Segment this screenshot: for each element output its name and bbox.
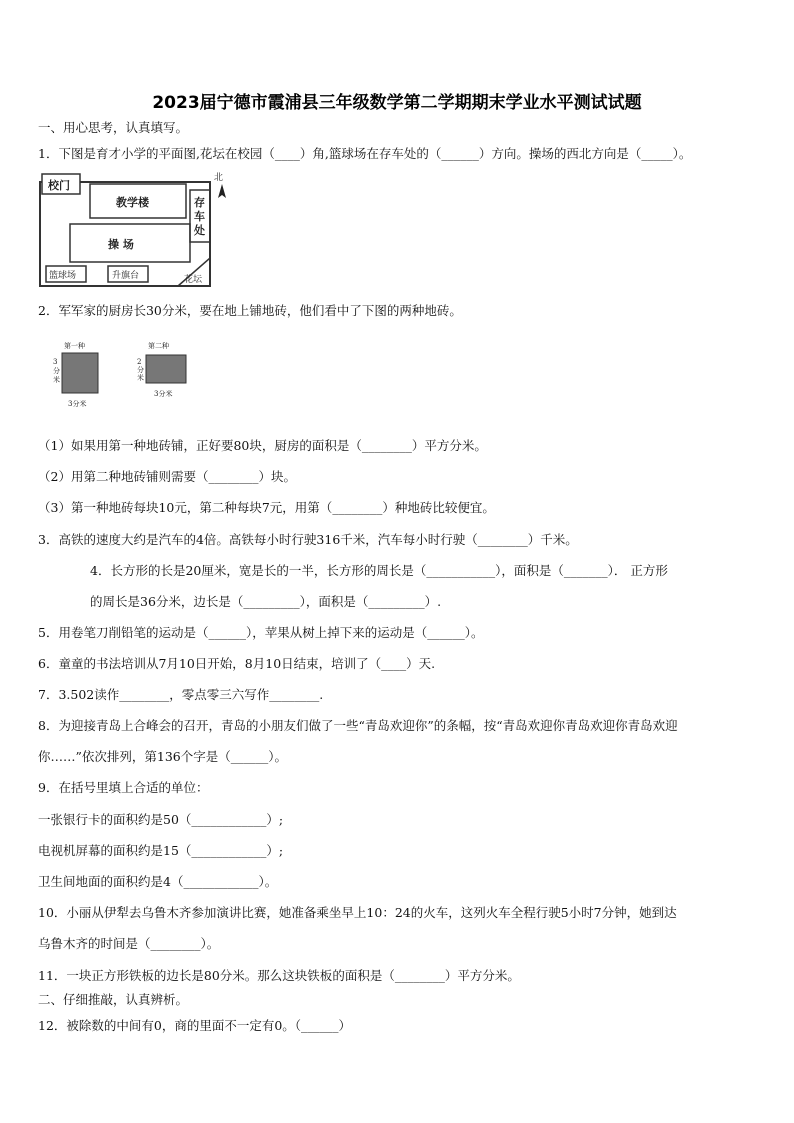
map-gate-label: 校门 — [48, 179, 70, 192]
map-bike-parking-char-2: 车 — [194, 210, 205, 223]
tile2-label: 第二种 — [148, 342, 169, 350]
question-5: 5．用卷笔刀削铅笔的运动是（______），苹果从树上掉下来的运动是（______）。 — [38, 625, 484, 640]
question-4-line-1: 4．长方形的长是20厘米，宽是长的一半，长方形的周长是（___________），面积是（_______）． 正方形 — [90, 563, 668, 578]
question-7: 7．3.502读作________，零点零三六写作________. — [38, 687, 324, 702]
tile1-label: 第一种 — [64, 342, 85, 350]
section-1-heading: 一、用心思考，认真填写。 — [38, 120, 189, 135]
question-8-line-2: 你……”依次排列，第136个字是（______）。 — [38, 749, 287, 764]
tile2-side-3: 米 — [137, 374, 144, 382]
tile1-side-3: 米 — [53, 376, 60, 384]
tile1-side-2: 分 — [53, 367, 60, 375]
question-1: 1．下图是育才小学的平面图,花坛在校园（____）角,篮球场在存车处的（______）方向。操场的西北方向是（_____）。 — [38, 146, 692, 161]
question-4-line-2: 的周长是36分米，边长是（_________），面积是（_________）. — [90, 594, 442, 609]
map-flower-bed-label: 花坛 — [184, 275, 203, 285]
tile2-bottom: 3分米 — [154, 390, 173, 398]
question-6: 6．童童的书法培训从7月10日开始，8月10日结束，培训了（____）天. — [38, 656, 436, 671]
question-11: 11．一块正方形铁板的边长是80分米。那么这块铁板的面积是（________）平方分米。 — [38, 968, 520, 983]
north-arrow-icon — [218, 184, 226, 198]
question-2-2: （2）用第二种地砖铺则需要（________）块。 — [38, 469, 296, 484]
map-north-label: 北 — [214, 173, 224, 183]
map-flag-platform-label: 升旗台 — [112, 271, 140, 281]
tile1-square — [62, 353, 98, 393]
question-9-1: 一张银行卡的面积约是50（____________）; — [38, 812, 284, 827]
map-basketball-label: 篮球场 — [49, 271, 77, 281]
tile2-rectangle — [146, 355, 186, 383]
map-teaching-building-label: 教学楼 — [116, 196, 149, 209]
question-10-line-1: 10．小丽从伊犁去乌鲁木齐参加演讲比赛，她准备乘坐早上10：24的火车，这列火车全程行驶5小时7分钟，她到达 — [38, 905, 677, 920]
question-9-2: 电视机屏幕的面积约是15（____________）; — [38, 843, 284, 858]
tile1-side-1: 3 — [53, 358, 58, 366]
question-2: 2．军军家的厨房长30分米，要在地上铺地砖，他们看中了下图的两种地砖。 — [38, 303, 462, 318]
tile2-side-2: 分 — [137, 366, 144, 374]
question-8-line-1: 8．为迎接青岛上合峰会的召开，青岛的小朋友们做了一些“青岛欢迎你”的条幅，按“青岛欢迎你青岛欢迎你青岛欢迎 — [38, 718, 678, 733]
question-10-line-2: 乌鲁木齐的时间是（________）。 — [38, 936, 220, 951]
map-bike-parking-char-1: 存 — [194, 196, 205, 209]
tile1-bottom: 3分米 — [68, 400, 87, 408]
school-map — [38, 170, 240, 288]
question-9-3: 卫生间地面的面积约是4（____________）。 — [38, 874, 278, 889]
section-2-heading: 二、仔细推敲，认真辨析。 — [38, 992, 189, 1007]
question-12: 12．被除数的中间有0，商的里面不一定有0。（______） — [38, 1018, 352, 1033]
question-2-1: （1）如果用第一种地砖铺，正好要80块，厨房的面积是（________）平方分米。 — [38, 438, 487, 453]
question-3: 3．高铁的速度大约是汽车的4倍。高铁每小时行驶316千米，汽车每小时行驶（________）千米。 — [38, 532, 578, 547]
map-playground-label: 操 场 — [108, 238, 134, 251]
page-title: 2023届宁德市霞浦县三年级数学第二学期期末学业水平测试试题 — [152, 93, 642, 113]
tile2-side-1: 2 — [137, 358, 142, 366]
question-2-3: （3）第一种地砖每块10元，第二种每块7元，用第（________）种地砖比较便宜。 — [38, 500, 495, 515]
map-bike-parking-char-3: 处 — [194, 224, 205, 237]
question-9: 9．在括号里填上合适的单位： — [38, 780, 209, 795]
tiles-figure — [50, 340, 200, 412]
